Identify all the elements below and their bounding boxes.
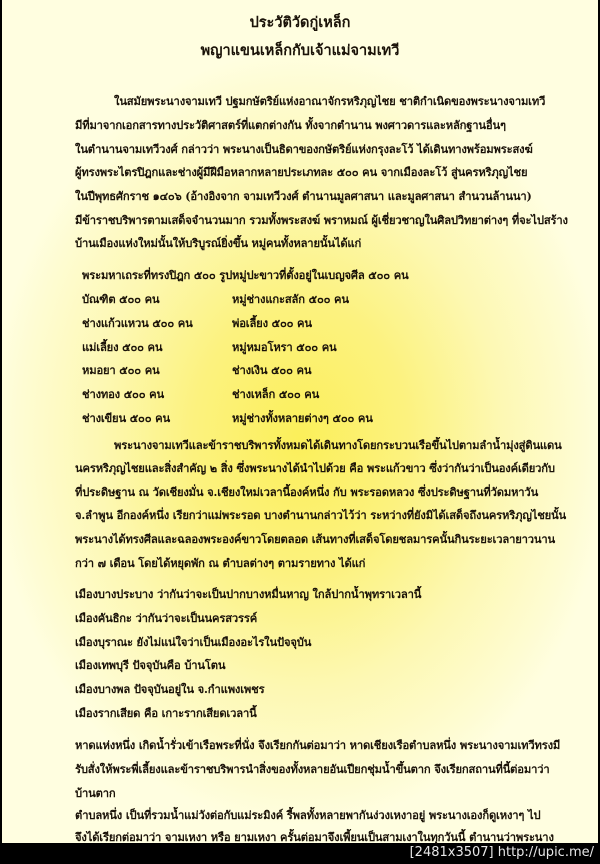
group-item: ช่างแก้วแหวน ๕๐๐ คน	[82, 316, 193, 330]
group-item: หมู่ปะขาวที่ตั้งอยู่ในเบญจศีล ๕๐๐ คน	[232, 268, 409, 282]
paragraph-line: บ้านตาก	[75, 786, 116, 800]
stop-item: เมืองคันธิกะ ว่ากันว่าจะเป็นนครสวรรค์	[75, 611, 258, 625]
paragraph-line: พระนางจามเทวีและข้าราชบริพารทั้งหมดได้เดินทางโดยกระบวนเรือขึ้นไปตามลำน้ำมุ่งสู่ดินแดน	[114, 438, 562, 452]
stop-item: เมืองบุราณะ ยังไม่แน่ใจว่าเป็นเมืองอะไรในปัจจุบัน	[75, 635, 312, 649]
group-item: หมู่ช่างทั้งหลายต่างๆ ๕๐๐ คน	[232, 411, 373, 425]
group-item: หมอยา ๕๐๐ คน	[82, 363, 160, 377]
document-subtitle: พญาแขนเหล็กกับเจ้าแม่จามเทวี	[200, 42, 400, 59]
group-item: พ่อเลี้ยง ๕๐๐ คน	[232, 316, 312, 330]
stop-item: เมืองรากเสียด คือ เกาะรากเสียดเวลานี้	[75, 706, 257, 720]
document-title: ประวัติวัดกู่เหล็ก	[249, 14, 351, 31]
paragraph-line: ในปีพุทธศักราช ๑๔๐๖ (อ้างอิงจาก จามเทวีวงศ์ ตำนานมูลศาสนา และมูลศาสนา สำนวนล้านนา)	[75, 189, 532, 203]
stop-item: เมืองบางพล ปัจจุบันอยู่ใน จ.กำแพงเพชร	[75, 682, 265, 696]
paragraph-line: มีที่มาจากเอกสารทางประวัติศาสตร์ที่แตกต่างกัน ทั้งจากตำนาน พงศาวดารและหลักฐานอื่นๆ	[75, 118, 506, 132]
paragraph-line: รับสั่งให้พระพี่เลี้ยงและข้าราชบริพารนำสิ่งของทั้งหลายอันเปียกชุ่มน้ำขึ้นตาก จึงเรียกสถานที่นี้ต่อมาว่า	[75, 762, 550, 776]
group-item: หมู่ช่างแกะสลัก ๕๐๐ คน	[232, 292, 349, 306]
paragraph-line: ในตำนานจามเทวีวงศ์ กล่าวว่า พระนางเป็นธิดาของกษัตริย์แห่งกรุงละโว้ ได้เดินทางพร้อมพระสงฆ์	[75, 142, 533, 156]
group-item: ช่างเขียน ๕๐๐ คน	[82, 411, 170, 425]
paragraph-line: จึงได้เรียกต่อมาว่า จามเหงา หรือ ยามเหงา ครั้นต่อมาจึงเพี้ยนเป็นสามเงาในทุกวันนี้ ตำนานว่าพระนาง	[75, 830, 554, 844]
stop-item: เมืองเทพบุรี ปัจจุบันคือ บ้านโตน	[75, 658, 226, 672]
group-item: ช่างเหล็ก ๕๐๐ คน	[232, 387, 320, 401]
document-page	[2, 0, 598, 843]
group-item: ช่างทอง ๕๐๐ คน	[82, 387, 164, 401]
group-item: พระมหาเถระที่ทรงปิฎก ๕๐๐ รูป	[82, 268, 233, 282]
group-item: หมู่หมอโหรา ๕๐๐ คน	[232, 340, 337, 354]
paragraph-line: ที่ประดิษฐาน ณ วัดเชียงมั่น จ.เชียงใหม่เวลานี้องค์หนึ่ง กับ พระรอดหลวง ซึ่งประดิษฐานที่วัดมหาวัน	[75, 485, 539, 499]
paragraph-line: หาดแห่งหนึ่ง เกิดน้ำรั่วเข้าเรือพระที่นั่ง จึงเรียกกันต่อมาว่า หาดเชียงเรือตำบลหนึ่ง พระนางจามเทวีทรงมี	[75, 738, 561, 752]
paragraph-line: นครหริภุญไชยและสิ่งสำคัญ ๒ สิ่ง ซึ่งพระนางได้นำไปด้วย คือ พระแก้วขาว ซึ่งว่ากันว่าเป็นองค์เดียวกับ	[75, 461, 555, 475]
group-item: ช่างเงิน ๕๐๐ คน	[232, 363, 312, 377]
paragraph-line: จ.ลำพูน อีกองค์หนึ่ง เรียกว่าแม่พระรอด บางตำนานกล่าวไว้ว่า ระหว่างที่ยังมิได้เสด็จถึงนครหริภุญไชยนั้น	[75, 508, 567, 522]
paragraph-line: พระนางได้ทรงศีลและฉลองพระองค์ขาวโดยตลอด เส้นทางที่เสด็จโดยชลมารคนั้นกินระยะเวลายาวนาน	[75, 532, 555, 546]
paragraph-line: มีข้าราชบริพารตามเสด็จจำนวนมาก รวมทั้งพระสงฆ์ พราหมณ์ ผู้เชี่ยวชาญในศิลปวิทยาต่างๆ ที่จะไปสร้าง	[75, 213, 568, 227]
paragraph-line: ตำบลหนึ่ง เป็นที่รวมน้ำแม่วังต่อกับแม่ระมิงค์ รี้พลทั้งหลายพากันง่วงเหงาอยู่ พระนางเองก็ดูเหงาๆ ไป	[75, 808, 541, 822]
paragraph-line: กว่า ๗ เดือน โดยได้หยุดพัก ณ ตำบลต่างๆ ตามรายทาง ได้แก่	[75, 556, 366, 570]
group-item: บัณฑิต ๕๐๐ คน	[82, 292, 160, 306]
group-item: แม่เลี้ยง ๕๐๐ คน	[82, 340, 163, 354]
paragraph-line: บ้านเมืองแห่งใหม่นั้นให้บริบูรณ์ยิ่งขึ้น หมู่คนทั้งหลายนั้นได้แก่	[75, 236, 362, 250]
stop-item: เมืองบางประบาง ว่ากันว่าจะเป็นปากบางหมื่นหาญ ใกล้ปากน้ำพุทราเวลานี้	[75, 587, 422, 601]
paragraph-line: ในสมัยพระนางจามเทวี ปฐมกษัตริย์แห่งอาณาจักรหริภุญไชย ชาติกำเนิดของพระนางจามเทวี	[114, 94, 546, 108]
image-watermark: [2481x3507] http://upic.me/	[409, 845, 594, 860]
paragraph-line: ผู้ทรงพระไตรปิฎกและช่างผู้มีฝีมือหลากหลายประเภทละ ๕๐๐ คน จากเมืองละโว้ สู่นครหริภุญไชย	[75, 165, 528, 179]
